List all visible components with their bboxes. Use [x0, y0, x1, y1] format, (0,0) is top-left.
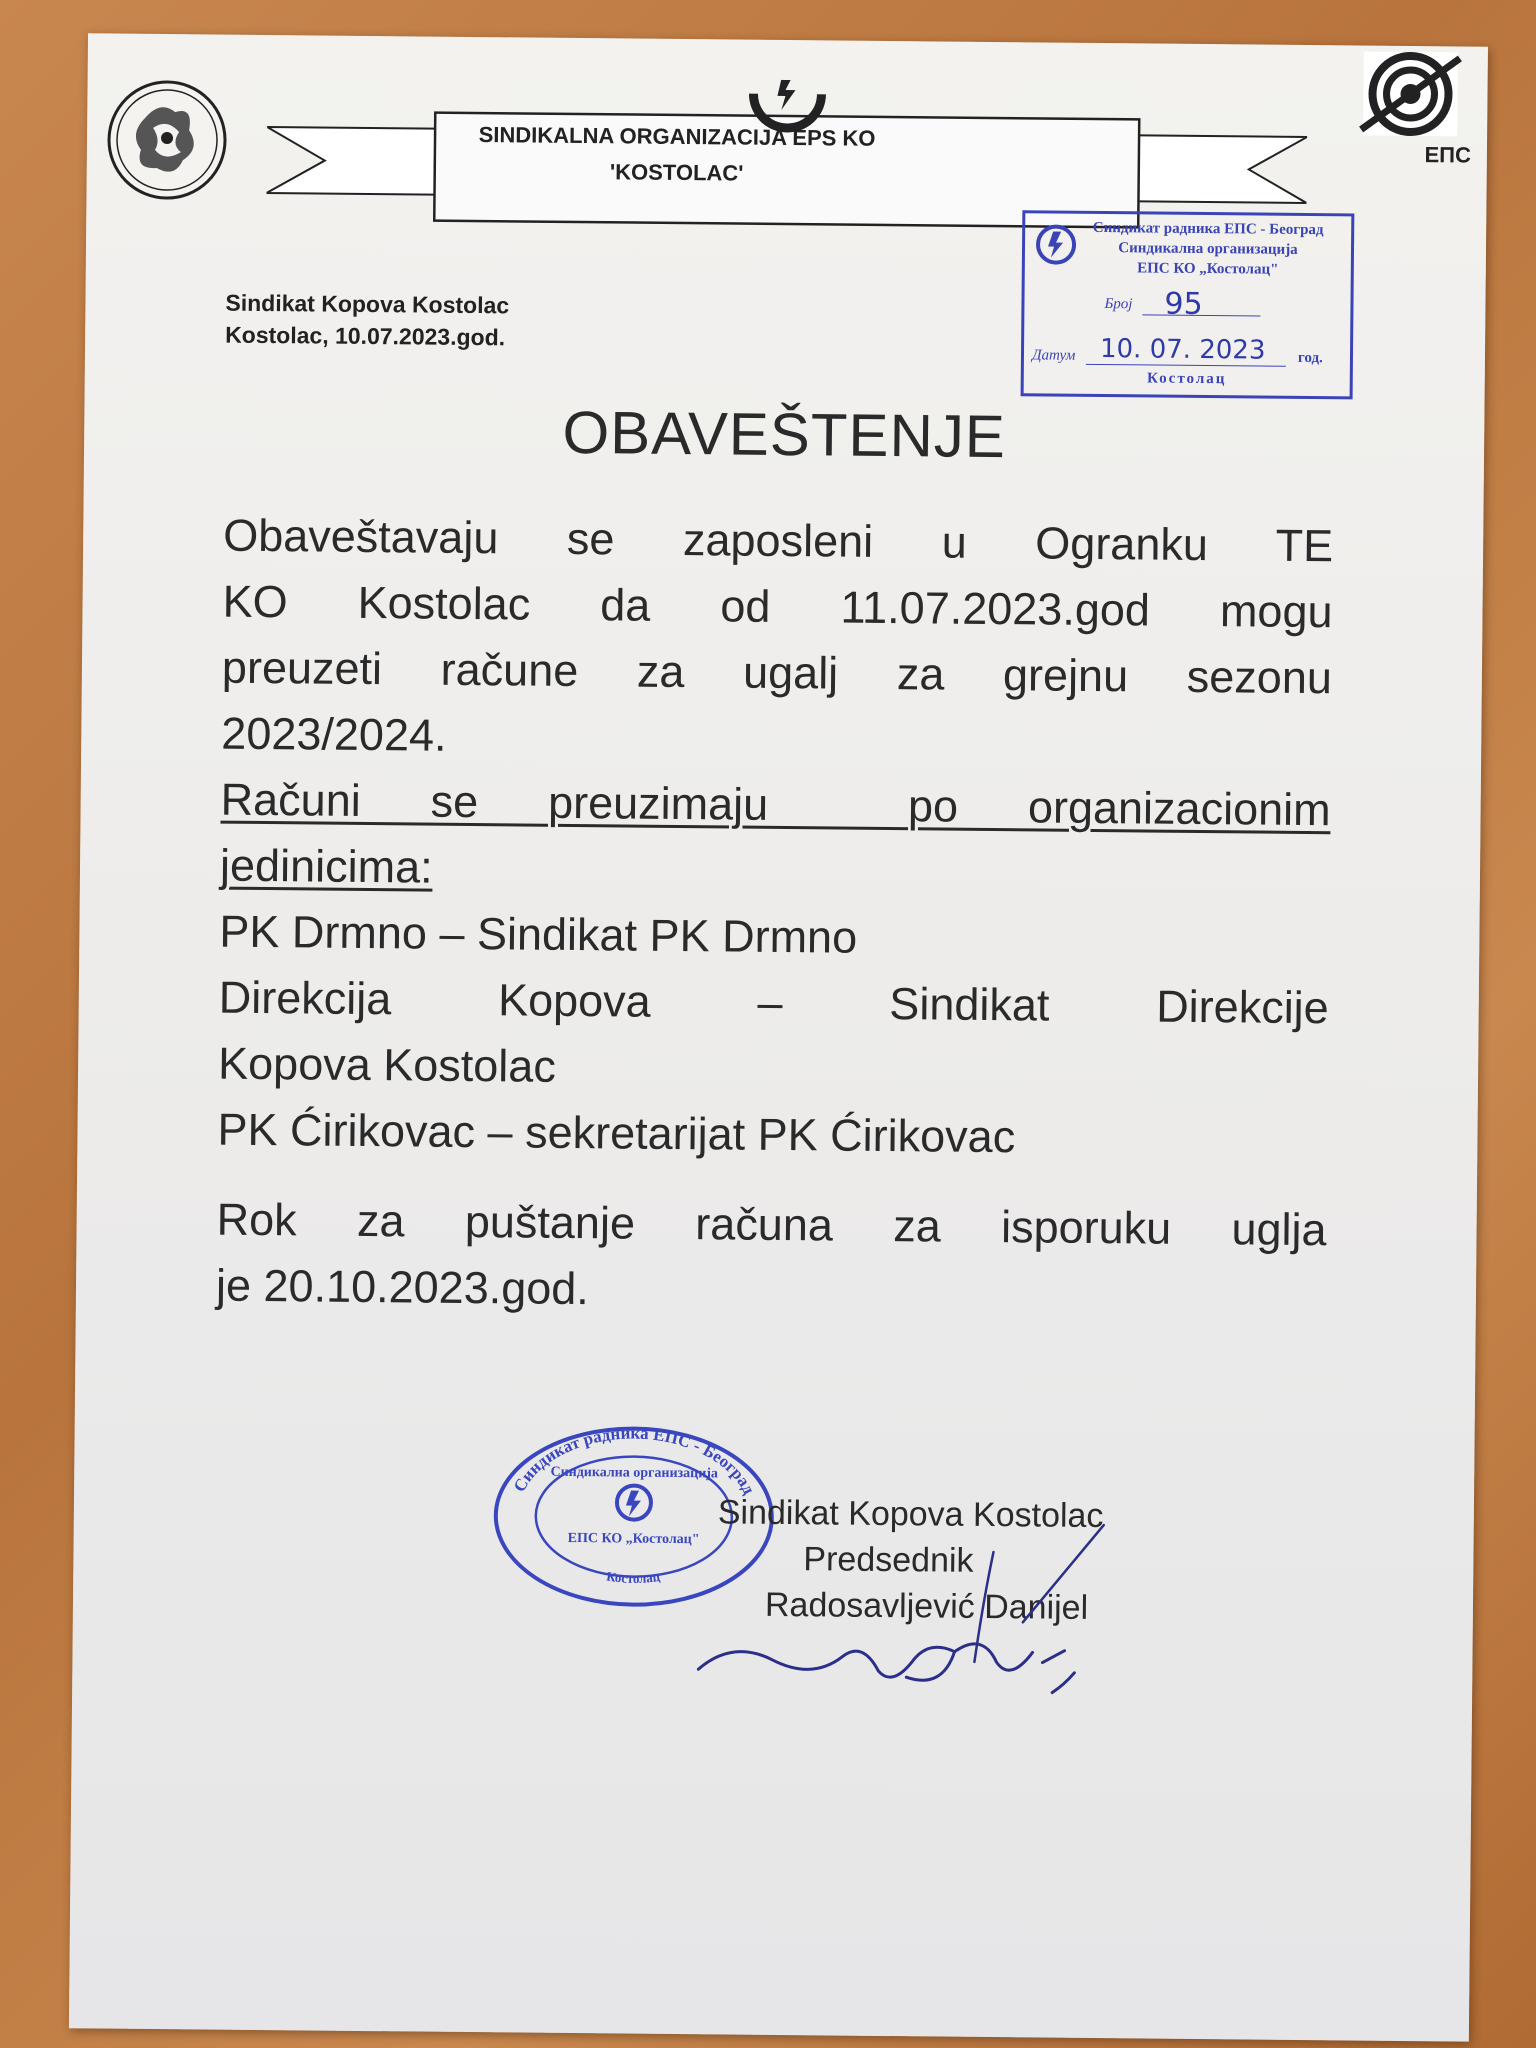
- intro-line-1: Obaveštavaju se zaposleni u Ogranku TE: [222, 509, 1334, 572]
- units-heading-line-1: [220, 767, 1331, 844]
- units-heading-text-1: Računi se preuzimaju po organizacionim: [220, 773, 1331, 836]
- round-stamp-inner-text: Синдикална организација: [550, 1464, 719, 1482]
- signature-organization: Sindikat Kopova Kostolac: [717, 1493, 1104, 1536]
- round-stamp-bottom-text: Костолац: [605, 1568, 661, 1587]
- header-org-line-1: SINDIKALNA ORGANIZACIJA EPS KO: [478, 122, 876, 151]
- registry-stamp: [1021, 210, 1355, 399]
- registry-stamp-place: Костолац: [1147, 370, 1227, 388]
- header-org-line-2: 'KOSTOLAC': [609, 159, 744, 186]
- sender-name: Sindikat Kopova Kostolac: [225, 289, 510, 319]
- registry-stamp-line-3: ЕПС КО „Костолац": [1137, 260, 1279, 278]
- registry-number-label: Број: [1104, 296, 1133, 313]
- unit-direkcija-line-1: Direkcija Kopova – Sindikat Direkcije: [218, 971, 1329, 1034]
- round-stamp-lightning-icon: [617, 1485, 651, 1519]
- registry-date-value: 10. 07. 2023: [1099, 334, 1266, 366]
- sender-block: [225, 287, 509, 354]
- unit-cirikovac: PK Ćirikovac – sekretarijat PK Ćirikovac: [217, 1103, 1016, 1163]
- eps-logo-text: ЕПС: [1424, 142, 1472, 168]
- signature-name: Radosavljević Danijel: [764, 1585, 1089, 1627]
- eps-spiral-icon: [1355, 49, 1466, 138]
- deadline-line-2: je 20.10.2023.god.: [215, 1259, 590, 1315]
- registry-stamp-line-2: Синдикална организација: [1118, 240, 1298, 258]
- unit-drmno: PK Drmno – Sindikat PK Drmno: [219, 905, 858, 963]
- signature-role: Predsednik: [803, 1540, 974, 1580]
- document-title: OBAVEŠTENJE: [562, 398, 1007, 471]
- header-organization-title: [442, 117, 913, 194]
- intro-line-2: KO Kostolac da od 11.07.2023.god mogu: [222, 575, 1333, 638]
- registry-stamp-line-1: Синдикат радника ЕПС - Београд: [1092, 219, 1324, 239]
- intro-line-4: 2023/2024.: [221, 707, 447, 761]
- handwritten-signature: [692, 1509, 1174, 1714]
- units-heading-text-2: jedinicima:: [219, 839, 433, 893]
- notice-body: [216, 503, 1334, 1330]
- deadline-line-1: Rok za puštanje računa za isporuku uglja: [216, 1193, 1327, 1256]
- round-stamp-center-text: ЕПС КО „Костолац": [567, 1530, 700, 1548]
- registry-number-value: 95: [1164, 286, 1203, 322]
- eps-logo: [1355, 49, 1476, 170]
- svg-text:Костолац: [605, 1568, 661, 1586]
- union-emblem-logo: [104, 77, 229, 202]
- unit-direkcija-line-2: Kopova Kostolac: [217, 1037, 557, 1092]
- document-paper: [69, 33, 1488, 2041]
- registry-date-label: Датум: [1031, 347, 1076, 364]
- intro-line-3: preuzeti račune za ugalj za grejnu sezonu: [221, 641, 1333, 704]
- registry-date-suffix: год.: [1297, 349, 1323, 367]
- round-stamp-ring-text: Синдикат радника ЕПС - Београд: [509, 1423, 759, 1498]
- units-heading-line-2: [220, 833, 1331, 910]
- sender-place-date: Kostolac, 10.07.2023.god.: [225, 321, 506, 351]
